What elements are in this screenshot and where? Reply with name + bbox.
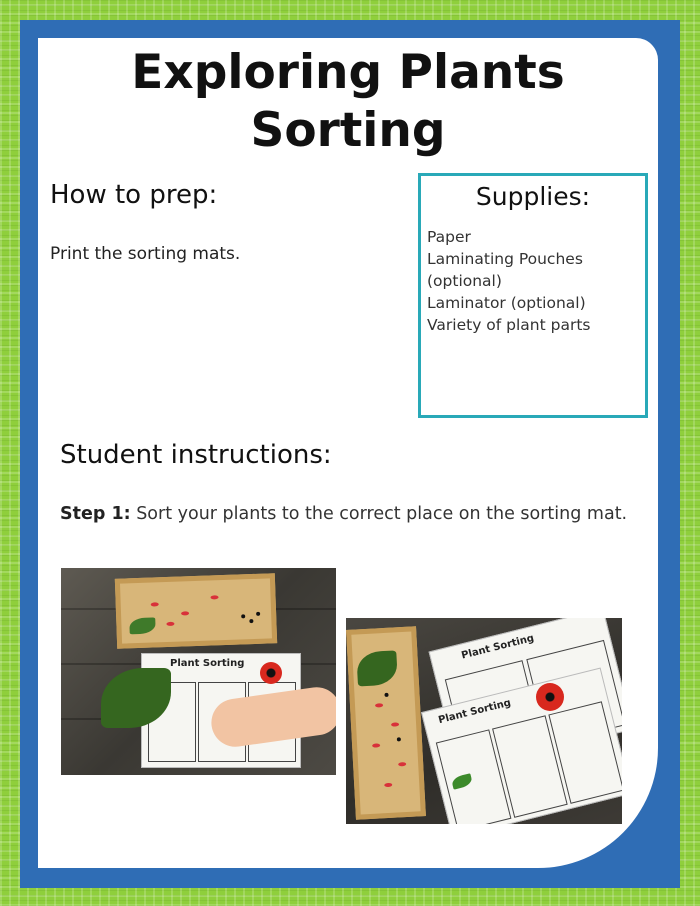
seed [241,614,245,618]
photo-sorting-tray-with-hand [61,568,336,775]
supplies-item: (optional) [427,272,502,290]
title-line-2: Sorting [250,103,446,158]
red-flower [536,683,564,711]
supplies-item: Laminator (optional) [427,294,586,312]
petal [384,783,392,787]
step-label: Step 1: [60,504,131,524]
red-flower [260,662,282,684]
petal [151,602,159,606]
page [38,38,658,868]
prep-text: Print the sorting mats. [50,244,241,264]
wooden-tray [115,573,277,649]
student-instructions-heading: Student instructions: [60,440,332,470]
mat-title: Plant Sorting [460,632,536,662]
supplies-item: Laminating Pouches [427,250,583,268]
seed [384,693,388,697]
page-title [38,44,658,160]
petal [391,722,399,726]
mat-title: Plant Sorting [170,658,245,669]
leaf [356,650,398,686]
petal [398,762,406,766]
leaf [129,617,156,634]
petal [372,743,380,747]
supplies-item: Variety of plant parts [427,316,591,334]
petal [181,611,189,615]
petal [166,622,174,626]
title-line-1: Exploring Plants [131,45,565,100]
seed [249,619,253,623]
petal [210,595,218,599]
wooden-tray [346,626,426,819]
step-1 [60,501,650,527]
supplies-box [418,173,648,418]
petal [375,703,383,707]
step-text: Sort your plants to the correct place on the sorting mat. [130,504,628,524]
supplies-list [427,226,643,336]
mat-title: Plant Sorting [437,697,513,727]
supplies-item: Paper [427,228,471,246]
seed [397,737,401,741]
photo-tray-and-sorting-mats [346,618,622,824]
supplies-heading: Supplies: [475,182,591,211]
seed [256,612,260,616]
prep-heading: How to prep: [50,180,218,210]
